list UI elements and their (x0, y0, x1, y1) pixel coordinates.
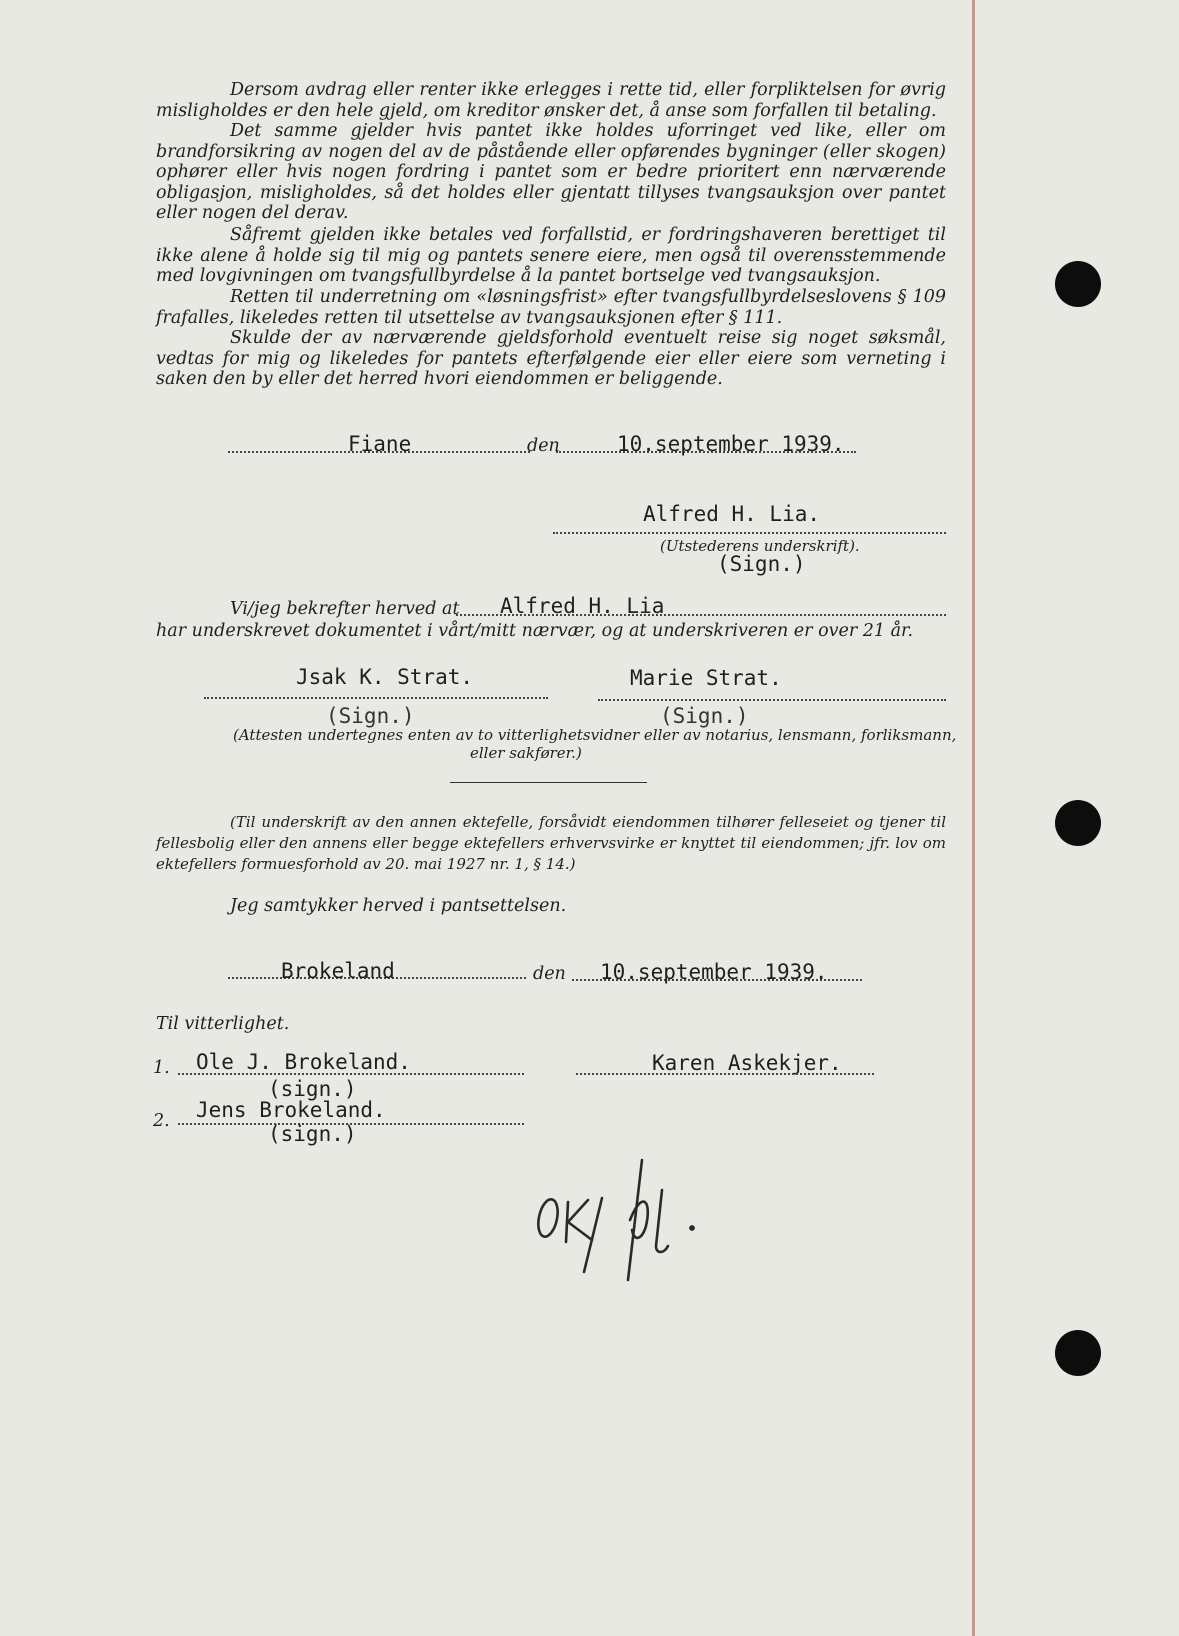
witness-right-line (598, 699, 946, 701)
separator-rule (450, 782, 647, 783)
paragraph-redemption: Retten til underretning om «løsningsfrist» efter tvangsfullbyrdelseslovens § 109 frafalles, likeledes retten til utsettelse av tvangsauksjonen efter § 111. (156, 287, 946, 328)
paragraph-maturity: Såfremt gjelden ikke betales ved forfallstid, er fordringshaveren berettiget til ikke alene å holde sig til mig og pantets senere eiere, men også til overensstemmende med lovgivningen om tvangsfullbyrdelse å la pantet bortselge ved tvangsauksjon. (156, 225, 946, 287)
punch-hole (1055, 1330, 1101, 1376)
witness-2-signature: Jens Brokeland. (196, 1098, 386, 1122)
witness-number-2: 2. (153, 1111, 170, 1131)
witness-1-signature: Ole J. Brokeland. (196, 1050, 411, 1074)
date-text-2: 10.september 1939. (600, 960, 828, 984)
den-label: den (527, 436, 560, 456)
consent-text: Jeg samtykker herved i pantsettelsen. (230, 896, 567, 916)
confirm-prefix: Vi/jeg bekrefter herved at (230, 599, 460, 619)
margin-line (972, 0, 975, 1636)
spouse-signature: Karen Askekjer. (652, 1051, 842, 1075)
den-label-2: den (533, 964, 566, 984)
punch-hole (1055, 261, 1101, 307)
paragraph-pledge-condition: Det samme gjelder hvis pantet ikke holdes uforringet ved like, eller om brandforsikring av nogen del av de påstående eller opførendes bygninger (eller skogen) ophører eller hvis nogen fordring i pantet som er bedre prioritert enn nærværende obligasjon, misligholdes, så det holdes eller gjentatt tillyses tvangsauksjon over pantet eller nogen del derav. (156, 121, 946, 224)
witness-right-signature: Marie Strat. (630, 666, 782, 690)
witness-caption: (Attesten undertegnes enten av to vitterlighetsvidner eller av notarius, lensmann, forliksmann, (233, 726, 957, 744)
paragraph-default: Dersom avdrag eller renter ikke erlegges i rette tid, eller forpliktelsen for øvrig misligholdes er den hele gjeld, om kreditor ønsker det, å anse som forfallen til betaling. (156, 80, 946, 121)
witness-caption-2: eller sakfører.) (470, 744, 582, 762)
witness-2-sign-mark: (sign.) (268, 1122, 357, 1146)
handwritten-initials (530, 1150, 730, 1290)
paragraph-venue: Skulde der av nærværende gjeldsforhold eventuelt reise sig noget søksmål, vedtas for mig og likeledes for pantets efterfølgende eier eller eiere som verneting i saken den by eller det herred hvori eiendommen er beliggende. (156, 328, 946, 390)
witness-left-signature: Jsak K. Strat. (296, 665, 474, 689)
issuer-sign-mark: (Sign.) (717, 552, 806, 576)
witness-left-sign-mark: (Sign.) (326, 704, 415, 728)
date-text: 10.september 1939. (617, 432, 845, 456)
spouse-line (576, 1073, 874, 1075)
witness-right-sign-mark: (Sign.) (660, 704, 749, 728)
witness-1-line (178, 1073, 524, 1075)
issuer-signature: Alfred H. Lia. (643, 502, 821, 526)
issuer-caption: (Utstederens underskrift). (660, 537, 860, 555)
confirm-text: har underskrevet dokumentet i vårt/mitt nærvær, og at underskriveren er over 21 år. (156, 621, 914, 641)
til-vitterlighet: Til vitterlighet. (156, 1014, 290, 1034)
witness-number-1: 1. (153, 1058, 170, 1078)
place-text-2: Brokeland (281, 959, 395, 983)
place-text: Fiane (348, 432, 412, 456)
witness-left-line (204, 697, 548, 699)
spouse-note: (Til underskrift av den annen ektefelle, forsåvidt eiendommen tilhører felleseiet og tjener til fellesbolig eller den annens eller begge ektefellers erhvervsvirke er knyttet til eiendommen; jfr. lov om ektefellers formuesforhold av 20. mai 1927 nr. 1, § 14.) (156, 813, 946, 873)
punch-hole (1055, 800, 1101, 846)
witness-1-sign-mark: (sign.) (268, 1077, 357, 1101)
issuer-line (553, 532, 946, 534)
confirm-name: Alfred H. Lia (500, 594, 665, 618)
